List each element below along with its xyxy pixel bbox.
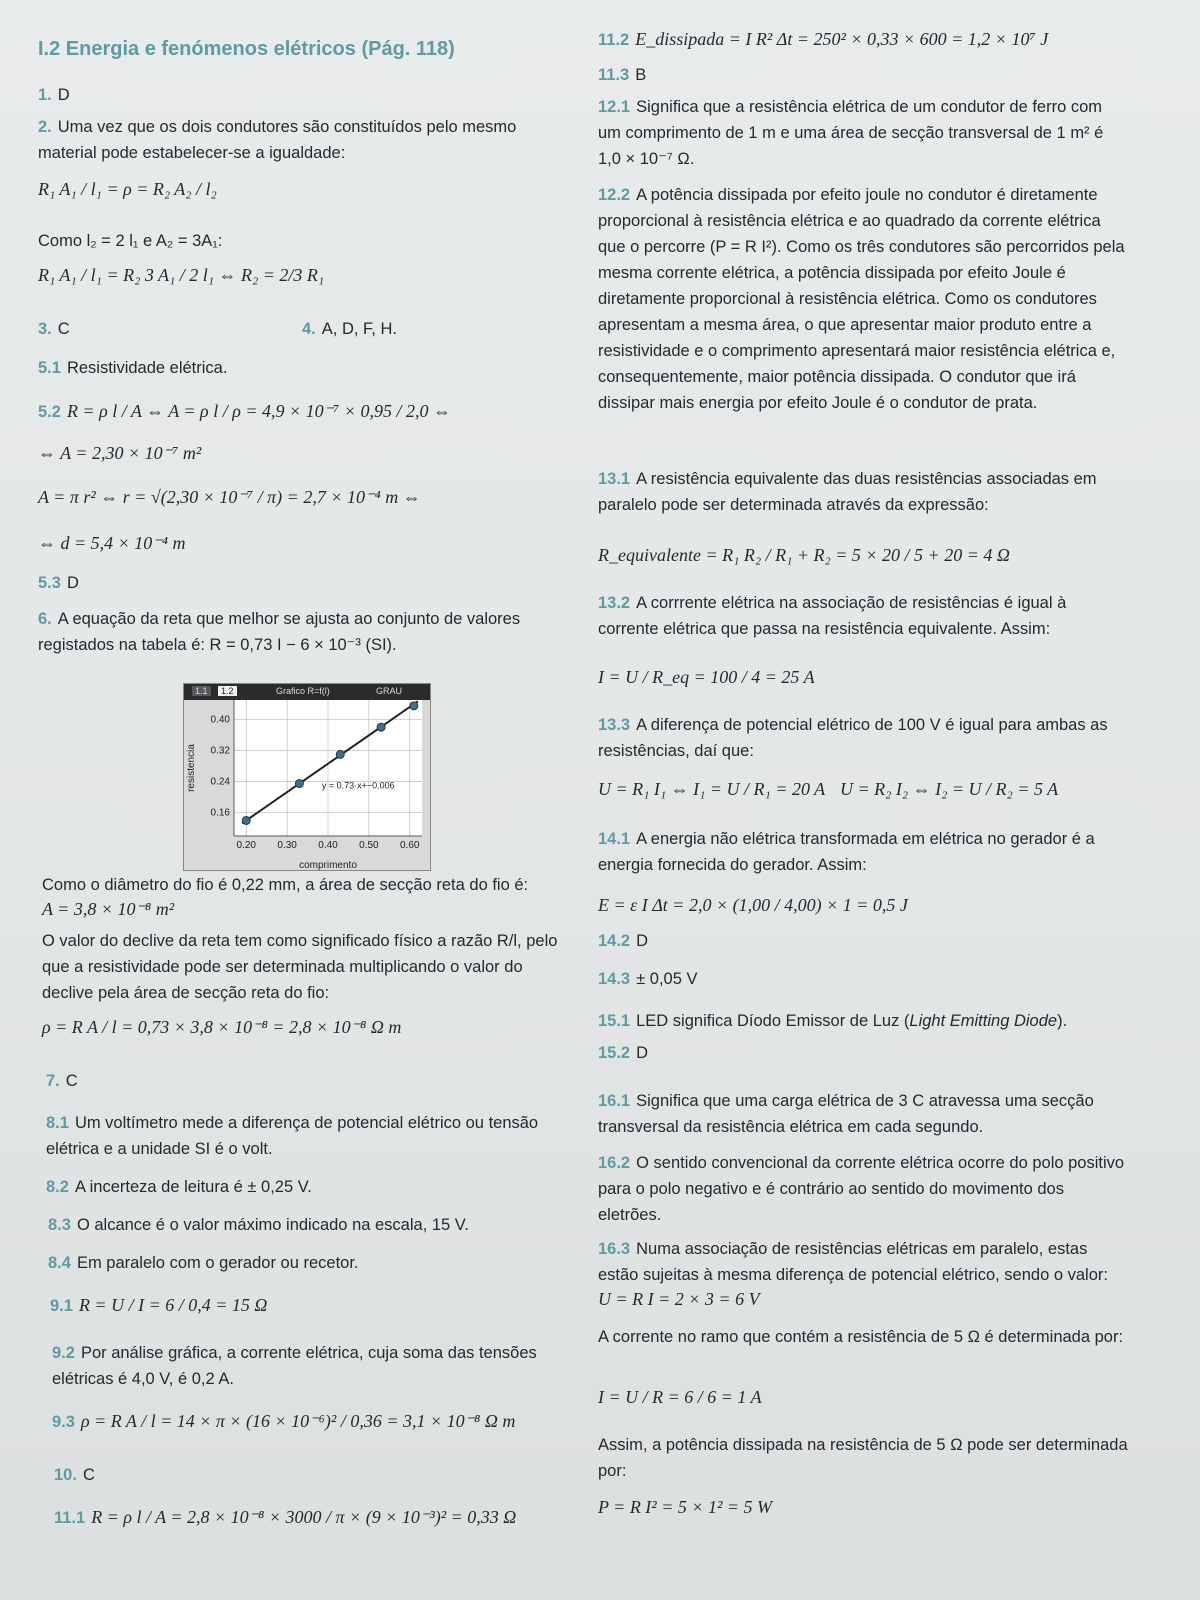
q-number: 8.4: [48, 1254, 71, 1272]
equation: ⇔ d = 5,4 × 10⁻⁴ m: [38, 533, 186, 553]
answer-14-2: [598, 928, 648, 954]
answer-7: [46, 1068, 78, 1094]
answer-2: [38, 114, 563, 166]
answer-9-3: [52, 1408, 515, 1435]
answer-italic: Light Emitting Diode: [909, 1012, 1058, 1030]
answer-text: C: [57, 320, 70, 338]
answer-text: A diferença de potencial elétrico de 100 V é igual para ambas as resistências, daí que:: [598, 716, 1108, 760]
answer-text: D: [57, 86, 70, 104]
answer-13-2: [598, 590, 1128, 642]
y-tick-label: 0.16: [210, 807, 230, 819]
answer-text: A, D, F, H.: [321, 320, 397, 338]
data-point: [295, 780, 303, 788]
answer-3: [38, 316, 70, 342]
paragraph: Como o diâmetro do fio é 0,22 mm, a área de secção reta do fio é:: [42, 876, 529, 894]
answer-end: ).: [1057, 1012, 1068, 1030]
answer-text: D: [66, 574, 79, 592]
data-point: [410, 702, 418, 710]
q-number: 14.3: [598, 970, 631, 988]
x-axis-label: comprimento: [299, 860, 357, 870]
answer-8-3: [48, 1212, 469, 1238]
section-title: I.2 Energia e fenómenos elétricos (Pág. 118): [38, 38, 455, 60]
equation: R₁ A₁ / l₁ = R₂ 3 A₁ / 2 l₁ ⇔ R₂ = 2/3 R₁: [38, 265, 325, 285]
paragraph: A corrente no ramo que contém a resistência de 5 Ω é determinada por:: [598, 1328, 1124, 1346]
q-number: 16.1: [598, 1092, 631, 1110]
q-number: 15.2: [598, 1044, 631, 1062]
equation: I = U / R = 6 / 6 = 1 A: [598, 1387, 762, 1407]
answer-text: LED significa Díodo Emissor de Luz (: [636, 1012, 910, 1030]
answer-5-2: [38, 398, 451, 425]
answer-14-1: [598, 826, 1128, 878]
scatter-plot: [184, 684, 430, 870]
paragraph: Como l₂ = 2 l₁ e A₂ = 3A₁:: [38, 232, 223, 250]
answer-text: O alcance é o valor máximo indicado na escala, 15 V.: [76, 1216, 469, 1234]
q-number: 5.3: [38, 574, 61, 592]
equation: R = ρ l / A ⇔ A = ρ l / ρ = 4,9 × 10⁻⁷ × 0,95 / 2,0 ⇔: [66, 401, 452, 421]
answer-text: Uma vez que os dois condutores são constituídos pelo mesmo material pode estabelecer-se a igualdade:: [38, 118, 517, 162]
y-tick-label: 0.32: [210, 745, 230, 757]
paragraph: O valor do declive da reta tem como significado físico a razão R/l, pelo que a resistividade pode ser determinada multiplicando o valor do declive pela área de secção reta do fio:: [42, 932, 558, 1002]
q-number: 12.1: [598, 98, 631, 116]
x-tick-label: 0.50: [359, 840, 379, 851]
q-number: 12.2: [598, 186, 631, 204]
equation: U = R₁ I₁ ⇔ I₁ = U / R₁ = 20 A: [598, 779, 826, 799]
answer-5-3: [38, 570, 79, 596]
equation: ⇔ A = 2,30 × 10⁻⁷ m²: [38, 443, 202, 463]
answer-text: Em paralelo com o gerador ou recetor.: [76, 1254, 359, 1272]
q-number: 5.1: [38, 359, 61, 377]
answer-11-2: [598, 26, 1048, 53]
q-number: 8.3: [48, 1216, 71, 1234]
answer-11-1: [54, 1504, 516, 1531]
q-number: 4.: [302, 320, 316, 338]
q-number: 8.2: [46, 1178, 69, 1196]
y-tick-label: 0.40: [210, 714, 230, 726]
answer-5-1: [38, 355, 227, 381]
answer-15-2: [598, 1040, 648, 1066]
answer-text: B: [635, 66, 647, 84]
answer-text: Resistividade elétrica.: [66, 359, 228, 377]
fit-equation-label: y = 0.73·x+−0.006: [321, 780, 395, 791]
q-number: 15.1: [598, 1012, 631, 1030]
answer-9-2: [52, 1340, 577, 1392]
answer-6: [38, 606, 563, 658]
answer-text: D: [636, 1044, 649, 1062]
answer-text: Significa que uma carga elétrica de 3 C atravessa uma secção transversal da resistência elétrica em cada segundo.: [598, 1092, 1094, 1136]
q-number: 7.: [46, 1072, 60, 1090]
q-number: 8.1: [46, 1114, 69, 1132]
q-number: 2.: [38, 118, 52, 136]
answer-1: [38, 82, 70, 108]
answer-text: Numa associação de resistências elétricas em paralelo, estas estão sujeitas à mesma diferença de potencial elétrico, sendo o valor:: [598, 1240, 1108, 1284]
answer-text: D: [636, 932, 649, 950]
answer-text: A incerteza de leitura é ± 0,25 V.: [74, 1178, 312, 1196]
answer-15-1: [598, 1008, 1067, 1034]
q-number: 11.3: [598, 66, 630, 84]
answer-16-3: [598, 1236, 1128, 1288]
answer-14-3: [598, 966, 697, 992]
answer-text: Significa que a resistência elétrica de um condutor de ferro com um comprimento de 1 m e uma área de secção transversal de 1 m² é 1,0 × 10⁻⁷ Ω.: [598, 98, 1104, 168]
answer-10: [54, 1462, 95, 1488]
q-number: 11.1: [54, 1509, 86, 1527]
equation: A = π r² ⇔ r = √(2,30 × 10⁻⁷ / π) = 2,7 × 10⁻⁴ m ⇔: [38, 487, 421, 507]
answer-text: A equação da reta que melhor se ajusta ao conjunto de valores registados na tabela é: R = 0,73 I − 6 × 10⁻³ (SI).: [38, 610, 521, 654]
answer-4: [302, 316, 397, 342]
q-number: 13.1: [598, 470, 631, 488]
q-number: 13.2: [598, 594, 631, 612]
equation: A = 3,8 × 10⁻⁸ m²: [42, 899, 175, 919]
answer-12-2: [598, 182, 1128, 416]
answer-text: A corrrente elétrica na associação de resistências é igual à corrente elétrica que passa na resistência equivalente. Assim:: [598, 594, 1067, 638]
y-axis-label: resistencia: [186, 744, 197, 792]
equation: U = R I = 2 × 3 = 6 V: [598, 1289, 760, 1309]
data-point: [242, 816, 250, 824]
q-number: 1.: [38, 86, 52, 104]
graph-title: Grafico R=f(l): [276, 686, 330, 696]
equation: ρ = R A / l = 0,73 × 3,8 × 10⁻⁸ = 2,8 × 10⁻⁸ Ω m: [42, 1017, 402, 1037]
answer-16-2: [598, 1150, 1128, 1228]
q-number: 3.: [38, 320, 52, 338]
q-number: 9.3: [52, 1413, 75, 1431]
answer-9-1: [50, 1292, 267, 1319]
answer-8-4: [48, 1250, 359, 1276]
equation: R₁ A₁ / l₁ = ρ = R₂ A₂ / l₂: [38, 179, 217, 199]
q-number: 5.2: [38, 403, 61, 421]
answer-16-1: [598, 1088, 1128, 1140]
answer-text: ± 0,05 V: [636, 970, 698, 988]
equation: R_equivalente = R₁ R₂ / R₁ + R₂ = 5 × 20 / 5 + 20 = 4 Ω: [598, 545, 1010, 565]
answer-text: Um voltímetro mede a diferença de potencial elétrico ou tensão elétrica e a unidade SI é o volt.: [46, 1114, 539, 1158]
calculator-graph: [183, 683, 431, 871]
answer-text: Por análise gráfica, a corrente elétrica, cuja soma das tensões elétricas é 4,0 V, é 0,2 A.: [52, 1344, 537, 1388]
answer-13-3: [598, 712, 1128, 764]
data-point: [336, 750, 344, 758]
equation: R = U / I = 6 / 0,4 = 15 Ω: [78, 1295, 268, 1315]
x-tick-label: 0.40: [318, 840, 338, 851]
paragraph: Assim, a potência dissipada na resistência de 5 Ω pode ser determinada por:: [598, 1436, 1128, 1480]
equation: ρ = R A / l = 14 × π × (16 × 10⁻⁶)² / 0,36 = 3,1 × 10⁻⁸ Ω m: [80, 1411, 516, 1431]
q-number: 14.1: [598, 830, 631, 848]
q-number: 6.: [38, 610, 52, 628]
equation: U = R₂ I₂ ⇔ I₂ = U / R₂ = 5 A: [840, 779, 1059, 799]
x-tick-label: 0.20: [236, 840, 256, 851]
answer-text: A potência dissipada por efeito joule no condutor é diretamente proporcional à resistência elétrica e ao quadrado da corrente elétrica que o percorre (P = R I²). Como os três condutores são percorridos pela mesma corrente elétrica, a potência dissipada por efeito Joule é diretamente proporcional à resistência elétrica. Como os condutores apresentam a mesma área, o que apresentar maior produto entre a resistividade e o comprimento apresentará maior resistência elétrica e, consequentemente, maior potência dissipada. O condutor que irá dissipar mais energia por efeito Joule é o condutor de prata.: [598, 186, 1125, 412]
y-tick-label: 0.24: [210, 776, 230, 788]
tab-1-2[interactable]: 1.2: [218, 686, 237, 696]
answer-11-3: [598, 62, 646, 88]
equation: P = R I² = 5 × 1² = 5 W: [598, 1497, 773, 1517]
answer-8-2: [46, 1174, 312, 1200]
equation: R = ρ l / A = 2,8 × 10⁻⁸ × 3000 / π × (9 × 10⁻³)² = 0,33 Ω: [91, 1507, 517, 1527]
equation: E_dissipada = I R² Δt = 250² × 0,33 × 600 = 1,2 × 10⁷ J: [635, 29, 1049, 49]
q-number: 9.1: [50, 1297, 73, 1315]
answer-text: C: [65, 1072, 78, 1090]
answer-text: O sentido convencional da corrente elétrica ocorre do polo positivo para o polo negativo e é contrário ao sentido do movimento dos eletrões.: [598, 1154, 1125, 1224]
answer-text: C: [82, 1466, 95, 1484]
q-number: 11.2: [598, 31, 630, 49]
x-tick-label: 0.30: [277, 840, 297, 851]
q-number: 10.: [54, 1466, 77, 1484]
equation: I = U / R_eq = 100 / 4 = 25 A: [598, 667, 815, 687]
q-number: 9.2: [52, 1344, 75, 1362]
answer-8-1: [46, 1110, 571, 1162]
data-point: [377, 723, 385, 731]
q-number: 16.2: [598, 1154, 631, 1172]
equation: E = ε I Δt = 2,0 × (1,00 / 4,00) × 1 = 0,5 J: [598, 895, 908, 915]
answer-12-1: [598, 94, 1128, 172]
q-number: 13.3: [598, 716, 631, 734]
q-number: 16.3: [598, 1240, 631, 1258]
tab-1-1[interactable]: 1.1: [192, 686, 211, 696]
x-tick-label: 0.60: [400, 840, 420, 851]
q-number: 14.2: [598, 932, 631, 950]
answer-text: A energia não elétrica transformada em elétrica no gerador é a energia fornecida do gerador. Assim:: [598, 830, 1095, 874]
angle-mode: GRAU: [376, 686, 403, 696]
answer-13-1: [598, 466, 1128, 518]
answer-text: A resistência equivalente das duas resistências associadas em paralelo pode ser determinada através da expressão:: [598, 470, 1097, 514]
